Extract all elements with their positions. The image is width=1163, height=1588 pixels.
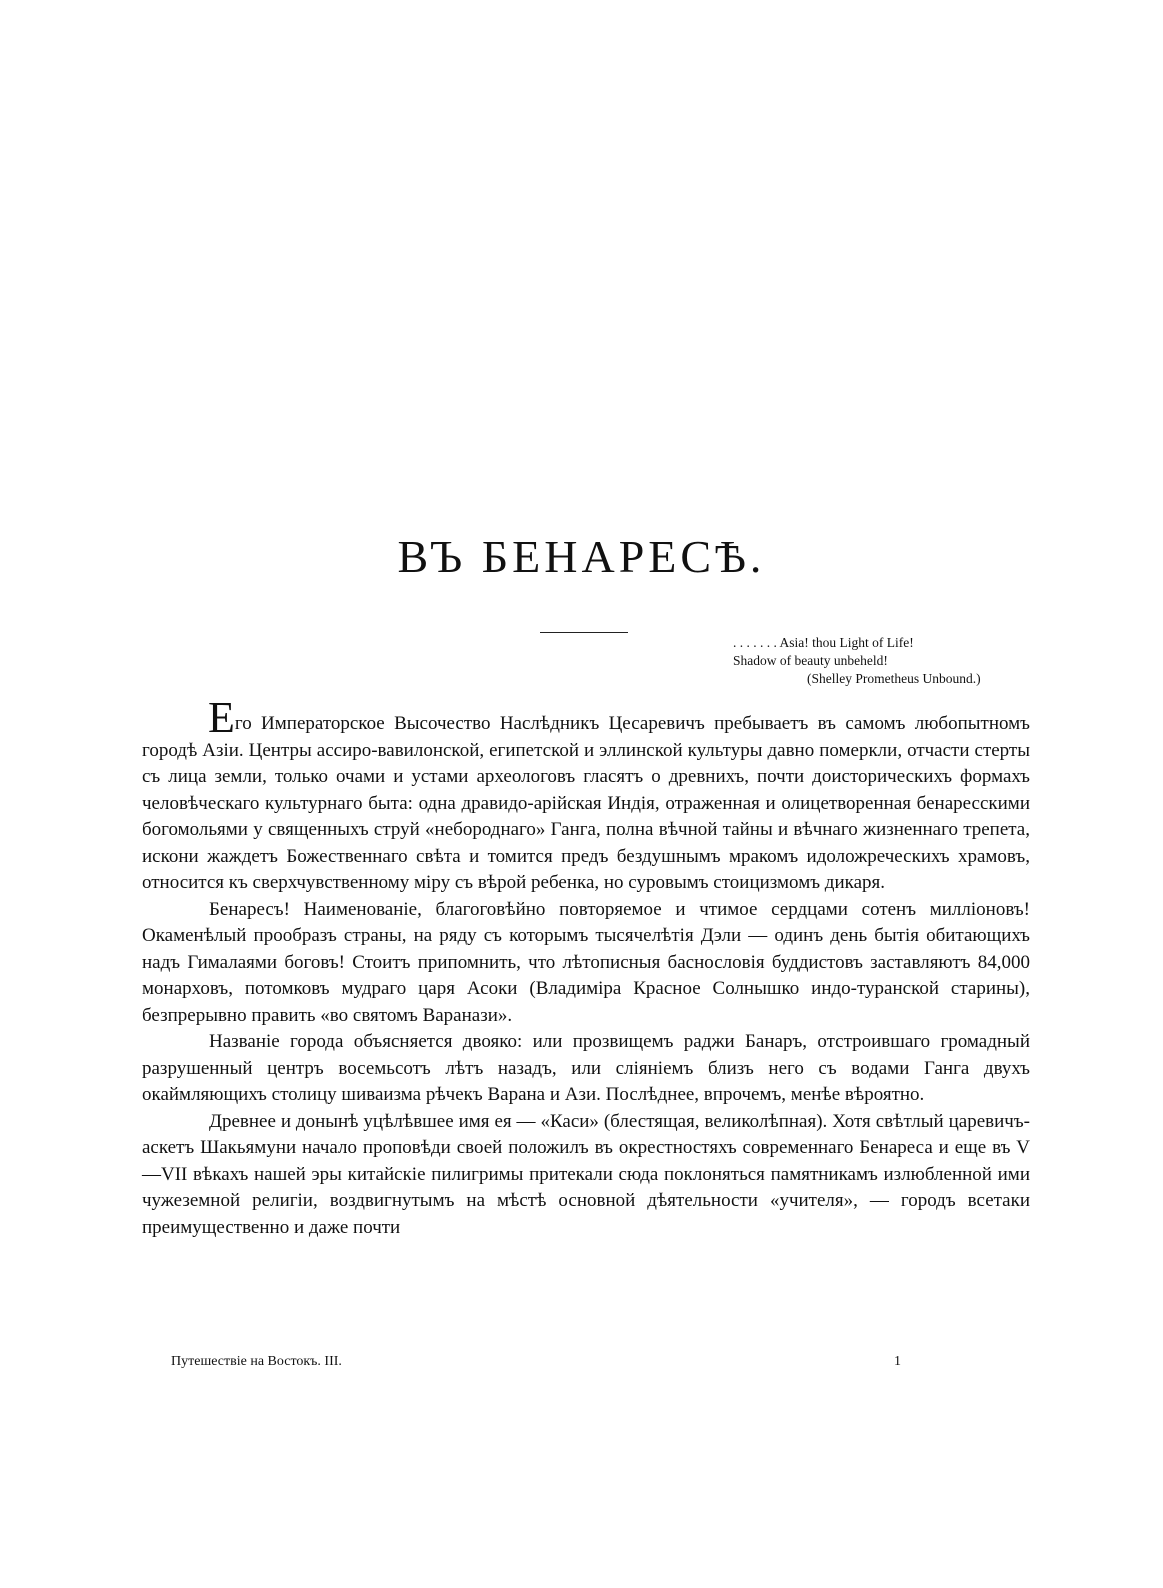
page-title: ВЪ БЕНАРЕСѢ. (397, 531, 766, 582)
title-divider (540, 632, 628, 633)
epigraph (733, 634, 1023, 688)
epigraph-line-1: . . . . . . . Asia! thou Light of Life! (733, 635, 914, 650)
running-footer-title: Путешествіе на Востокъ. III. (171, 1354, 342, 1369)
drop-cap: Е (208, 693, 235, 742)
epigraph-line-2: Shadow of beauty unbeheld! (733, 653, 888, 668)
paragraph-2: Бенаресъ! Наименованіе, благоговѣйно повторяемое и чтимое сердцами сотенъ милліоновъ! Окаменѣлый прообразъ страны, на ряду съ которымъ тысячелѣтія Дэли — одинъ день бытія обитающихъ надъ Гималаями боговъ! Стоитъ припомнить, что лѣтописныя баснословія буддистовъ заставляютъ 84,000 монарховъ, потомковъ мудраго царя Асоки (Владиміра Красное Солнышко индо-туранской старины), безпрерывно править «во святомъ Варанази». (142, 898, 1030, 1026)
page-number: 1 (894, 1354, 901, 1369)
paragraph-4: Древнее и донынѣ уцѣлѣвшее имя ея — «Каси» (блестящая, великолѣпная). Хотя свѣтлый царевичъ-аскетъ Шакьямуни начало проповѣди своей положилъ въ окрестностяхъ современнаго Бенареса и еще въ V—VII вѣкахъ нашей эры китайскіе пилигримы притекали сюда поклоняться памятникамъ излюбленной ими чужеземной религіи, воздвигнутымъ на мѣстѣ основной дѣятельности «учителя», — городъ всетаки преимущественно и даже почти (142, 1110, 1030, 1238)
epigraph-source: (Shelley Prometheus Unbound.) (807, 671, 981, 686)
paragraph-1 (142, 693, 1030, 897)
body-text (142, 693, 1030, 1241)
paragraph-3: Названіе города объясняется двояко: или прозвищемъ раджи Банаръ, отстроившаго громадный разрушенный центръ восемьсотъ лѣтъ назадъ, или сліяніемъ близъ него съ водами Ганга двухъ окаймляющихъ столицу шиваизма рѣчекъ Варана и Ази. Послѣднее, впрочемъ, менѣе вѣроятно. (142, 1031, 1030, 1105)
paragraph-1-text: го Императорское Высочество Наслѣдникъ Цесаревичъ пребываетъ въ самомъ любопытномъ городѣ Азіи. Центры ассиро-вавилонской, египетской и эллинской культуры давно померкли, отчасти стерты съ лица земли, только очами и устами археологовъ гласятъ о древнихъ, почти доисторическихъ формахъ человѣческаго культурнаго быта: одна дравидо-арійская Индія, отраженная и олицетворенная бенаресскими богомольями у священныхъ струй «небороднаго» Ганга, полна вѣчной тайны и вѣчнаго жизненнаго трепета, искони жаждетъ Божественнаго свѣта и томится предъ бездушнымъ мракомъ идоложреческихъ храмовъ, относится къ сверхчувственному міру съ вѣрой ребенка, но суровымъ стоицизмомъ дикаря. (142, 713, 1030, 893)
